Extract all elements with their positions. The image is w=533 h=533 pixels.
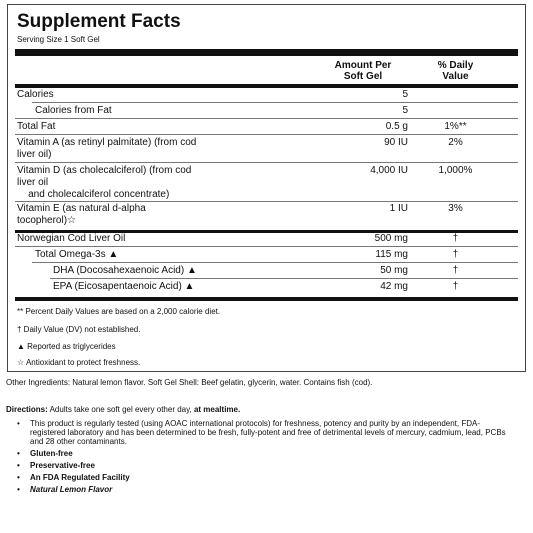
nutrient-amount: 1 IU	[389, 203, 408, 214]
col-header-daily-value: % Daily Value	[437, 60, 474, 82]
serving-size: Serving Size 1 Soft Gel	[17, 35, 100, 44]
nutrient-amount: 5	[402, 105, 408, 116]
nutrient-name: EPA (Eicosapentaenoic Acid) ▲	[53, 281, 195, 292]
nutrient-dv: 1%**	[444, 121, 467, 132]
row-divider	[15, 201, 518, 202]
list-item: • Gluten-free	[6, 449, 506, 458]
nutrient-name: Calories	[17, 89, 54, 100]
directions-text: Adults take one soft gel every other day,	[47, 405, 192, 414]
directions-emphasis: at mealtime.	[191, 405, 241, 414]
nutrient-amount: 90 IU	[384, 137, 408, 148]
nutrient-dv: 1,000%	[438, 165, 473, 176]
list-item: • Preservative-free	[6, 461, 506, 470]
nutrient-amount: 4,000 IU	[370, 165, 408, 176]
nutrient-name: Total Omega-3s ▲	[35, 249, 119, 260]
panel-title: Supplement Facts	[17, 11, 181, 32]
nutrient-name: Norwegian Cod Liver Oil	[17, 233, 126, 244]
supplement-facts-panel	[7, 4, 526, 372]
nutrient-name: Total Fat	[17, 121, 56, 132]
nutrient-dv: 3%	[448, 203, 463, 214]
footnote: ** Percent Daily Values are based on a 2,000 calorie diet.	[17, 307, 221, 316]
list-item: • An FDA Regulated Facility	[6, 473, 506, 482]
thick-rule-header	[15, 84, 518, 88]
nutrient-amount: 115 mg	[375, 249, 408, 260]
row-divider	[15, 162, 518, 163]
row-divider	[15, 134, 518, 135]
row-divider	[32, 102, 518, 103]
nutrient-amount: 500 mg	[374, 233, 408, 244]
nutrient-amount: 50 mg	[380, 265, 408, 276]
row-divider	[15, 118, 518, 119]
list-item: • Natural Lemon Flavor	[6, 485, 506, 494]
row-divider	[15, 246, 518, 247]
thick-rule-top	[15, 49, 518, 56]
list-item: • This product is regularly tested (using AOAC international protocols) for freshness, potency and purity by an independent, FDA-registered laboratory and has been determined to be fresh, fully-potent and free of detrimental levels of mercury, cadmium, lead, PCBs and 28 other contaminants.	[6, 419, 506, 446]
other-ingredients: Other Ingredients: Natural lemon flavor. Soft Gel Shell: Beef gelatin, glycerin, water. Contains fish (cod).	[6, 378, 373, 387]
directions-label: Directions:	[6, 405, 48, 414]
nutrient-amount: 42 mg	[380, 281, 408, 292]
nutrient-name: Vitamin D (as cholecalciferol) (from cod liver oil and cholecalciferol concentrate)	[17, 165, 192, 200]
nutrient-dv: †	[452, 233, 459, 244]
footnote: ▲ Reported as triglycerides	[17, 342, 116, 351]
footnote: † Daily Value (DV) not established.	[17, 325, 141, 334]
nutrient-dv: 2%	[448, 137, 463, 148]
directions	[6, 405, 526, 414]
claims-list	[6, 419, 506, 497]
nutrient-dv: †	[452, 281, 459, 292]
row-divider	[32, 262, 518, 263]
nutrient-dv: †	[452, 249, 459, 260]
nutrient-name: DHA (Docosahexaenoic Acid) ▲	[53, 265, 197, 276]
thick-rule-bottom	[15, 297, 518, 301]
nutrient-name: Calories from Fat	[35, 105, 112, 116]
col-header-amount: Amount Per Soft Gel	[334, 60, 392, 82]
nutrient-amount: 5	[402, 89, 408, 100]
nutrient-name: Vitamin A (as retinyl palmitate) (from cod liver oil)	[17, 137, 197, 160]
footnote: ☆ Antioxidant to protect freshness.	[17, 358, 141, 367]
nutrient-name: Vitamin E (as natural d-alpha tocopherol)☆	[17, 203, 146, 226]
nutrient-amount: 0.5 g	[385, 121, 408, 132]
nutrient-dv: †	[452, 265, 459, 276]
row-divider	[50, 278, 518, 279]
